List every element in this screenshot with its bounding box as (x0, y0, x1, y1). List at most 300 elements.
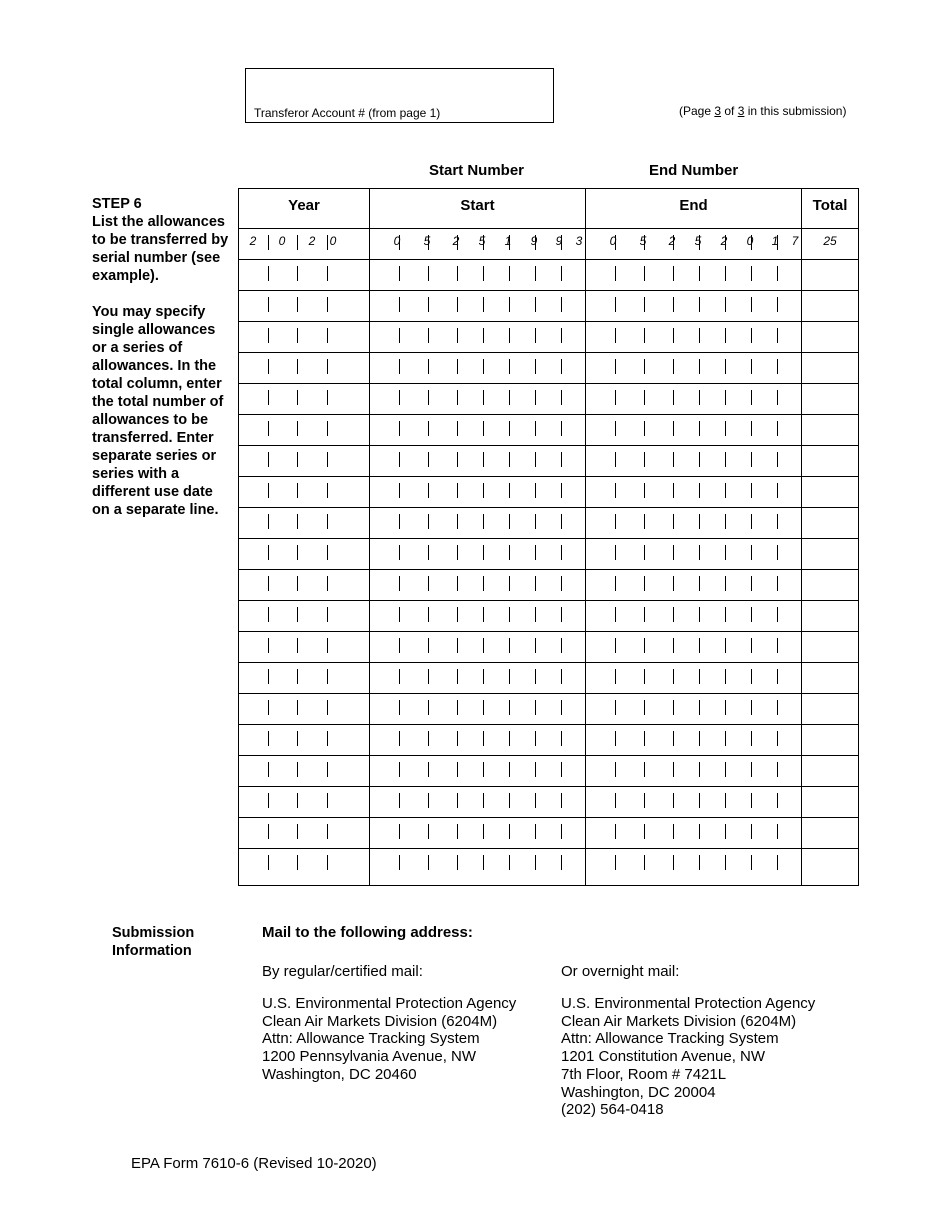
digit-separator (428, 266, 429, 281)
digit-separator (561, 576, 562, 591)
end-cell[interactable] (586, 445, 801, 476)
digit-separator (751, 390, 752, 405)
total-cell[interactable] (802, 476, 858, 507)
end-cell[interactable] (586, 569, 801, 600)
digit-separator (644, 762, 645, 777)
digit-separator (483, 700, 484, 715)
digit-separator (297, 824, 298, 839)
start-cell[interactable] (370, 321, 585, 352)
year-cell[interactable] (239, 600, 369, 631)
digit-separator (535, 421, 536, 436)
serial-entry-row (239, 321, 858, 352)
year-cell[interactable] (239, 724, 369, 755)
digit-separator (509, 762, 510, 777)
digit-separator (725, 483, 726, 498)
digit-separator (457, 731, 458, 746)
digit-separator (615, 731, 616, 746)
digit-separator (561, 390, 562, 405)
digit-separator (561, 762, 562, 777)
digit-separator (428, 731, 429, 746)
total-cell[interactable] (802, 755, 858, 786)
digit-separator (615, 266, 616, 281)
digit-separator (777, 452, 778, 467)
end-cell[interactable] (586, 321, 801, 352)
example-start-digit: 2 (452, 234, 460, 248)
digit-separator (535, 669, 536, 684)
total-cell[interactable] (802, 290, 858, 321)
end-cell[interactable] (586, 631, 801, 662)
digit-separator (327, 638, 328, 653)
digit-separator (725, 669, 726, 684)
digit-separator (751, 669, 752, 684)
end-cell[interactable] (586, 600, 801, 631)
digit-separator (483, 266, 484, 281)
digit-separator (457, 514, 458, 529)
digit-separator (615, 824, 616, 839)
digit-separator (457, 483, 458, 498)
end-cell[interactable] (586, 538, 801, 569)
year-cell[interactable] (239, 538, 369, 569)
digit-separator (751, 328, 752, 343)
example-year-digit: 0 (329, 234, 337, 248)
address-line: Washington, DC 20460 (262, 1065, 417, 1083)
digit-separator (457, 390, 458, 405)
digit-separator (268, 824, 269, 839)
digit-separator (615, 762, 616, 777)
serial-entry-row (239, 724, 858, 755)
digit-separator (509, 607, 510, 622)
digit-separator (673, 576, 674, 591)
digit-separator (644, 390, 645, 405)
digit-separator (483, 545, 484, 560)
digit-separator (399, 328, 400, 343)
digit-separator (644, 607, 645, 622)
digit-separator (777, 576, 778, 591)
start-cell[interactable] (370, 786, 585, 817)
year-cell[interactable] (239, 383, 369, 414)
digit-separator (725, 421, 726, 436)
digit-separator (399, 762, 400, 777)
year-cell[interactable] (239, 848, 369, 879)
digit-separator (777, 638, 778, 653)
digit-separator (297, 700, 298, 715)
digit-separator (327, 855, 328, 870)
digit-separator (268, 328, 269, 343)
digit-separator (509, 669, 510, 684)
address-line: U.S. Environmental Protection Agency (561, 995, 816, 1012)
digit-separator (725, 359, 726, 374)
digit-separator (725, 514, 726, 529)
start-cell[interactable] (370, 414, 585, 445)
digit-separator (644, 731, 645, 746)
digit-separator (428, 762, 429, 777)
digit-separator (777, 297, 778, 312)
digit-separator (535, 328, 536, 343)
digit-separator (268, 762, 269, 777)
serial-entry-row (239, 290, 858, 321)
digit-separator (615, 638, 616, 653)
digit-separator (535, 297, 536, 312)
total-cell[interactable] (802, 569, 858, 600)
start-cell[interactable] (370, 631, 585, 662)
year-cell[interactable] (239, 476, 369, 507)
digit-separator (644, 359, 645, 374)
start-cell[interactable] (370, 662, 585, 693)
total-cell[interactable] (802, 600, 858, 631)
digit-separator (297, 731, 298, 746)
serial-entry-row (239, 848, 858, 879)
digit-separator (615, 793, 616, 808)
step6-paragraph-1: List the allowances to be transferred by serial number (see example). (92, 214, 229, 284)
year-cell[interactable] (239, 817, 369, 848)
digit-separator (725, 638, 726, 653)
digit-separator (699, 855, 700, 870)
digit-separator (699, 731, 700, 746)
end-cell[interactable] (586, 290, 801, 321)
digit-separator (483, 576, 484, 591)
digit-separator (509, 638, 510, 653)
digit-separator (483, 390, 484, 405)
total-cell[interactable] (802, 445, 858, 476)
serial-number-table (238, 188, 859, 886)
serial-entry-row (239, 414, 858, 445)
transferor-account-field[interactable] (245, 68, 554, 123)
start-cell[interactable] (370, 290, 585, 321)
year-cell[interactable] (239, 569, 369, 600)
digit-separator (399, 824, 400, 839)
start-cell[interactable] (370, 569, 585, 600)
year-column-header: Year (288, 197, 320, 214)
end-cell[interactable] (586, 414, 801, 445)
digit-separator (483, 824, 484, 839)
digit-separator (673, 297, 674, 312)
end-cell (586, 228, 801, 259)
digit-separator (535, 638, 536, 653)
digit-separator (644, 328, 645, 343)
total-cell[interactable] (802, 383, 858, 414)
digit-separator (615, 452, 616, 467)
digit-separator (399, 700, 400, 715)
end-cell[interactable] (586, 693, 801, 724)
digit-separator (561, 266, 562, 281)
digit-separator (297, 328, 298, 343)
year-cell[interactable] (239, 352, 369, 383)
digit-separator (509, 483, 510, 498)
digit-separator (561, 514, 562, 529)
overnight-mail-address (561, 995, 815, 1119)
digit-separator (297, 762, 298, 777)
example-start-digit: 5 (478, 234, 486, 248)
year-cell[interactable] (239, 259, 369, 290)
digit-separator (699, 700, 700, 715)
digit-separator (699, 824, 700, 839)
total-cell[interactable] (802, 352, 858, 383)
digit-separator (509, 793, 510, 808)
digit-separator (725, 700, 726, 715)
digit-separator (327, 421, 328, 436)
start-cell[interactable] (370, 848, 585, 879)
example-start-digit: 3 (575, 234, 583, 248)
digit-separator (777, 793, 778, 808)
digit-separator (268, 855, 269, 870)
digit-separator (725, 390, 726, 405)
start-cell[interactable] (370, 755, 585, 786)
start-cell[interactable] (370, 445, 585, 476)
serial-entry-row (239, 476, 858, 507)
digit-separator (399, 793, 400, 808)
digit-separator (428, 514, 429, 529)
digit-separator (699, 390, 700, 405)
end-cell[interactable] (586, 817, 801, 848)
digit-separator (535, 855, 536, 870)
example-end-digit: 2 (668, 234, 676, 248)
total-cell[interactable] (802, 507, 858, 538)
step6-paragraph-2: You may specify single allowances or a series of allowances. In the total column, enter the total number of allowances to be transferred. Enter separate series or series with a different use date on a separate line. (92, 304, 224, 518)
digit-separator (561, 297, 562, 312)
digit-separator (297, 359, 298, 374)
digit-separator (268, 359, 269, 374)
digit-separator (535, 483, 536, 498)
end-cell[interactable] (586, 507, 801, 538)
start-cell[interactable] (370, 507, 585, 538)
start-cell[interactable] (370, 352, 585, 383)
digit-separator (428, 421, 429, 436)
start-cell[interactable] (370, 538, 585, 569)
digit-separator (428, 452, 429, 467)
digit-separator (535, 824, 536, 839)
digit-separator (644, 855, 645, 870)
digit-separator (699, 793, 700, 808)
start-number-heading: Start Number (429, 162, 525, 179)
end-cell[interactable] (586, 352, 801, 383)
digit-separator (673, 452, 674, 467)
digit-separator (751, 266, 752, 281)
digit-separator (327, 514, 328, 529)
year-cell[interactable] (239, 662, 369, 693)
digit-separator (509, 266, 510, 281)
digit-separator (268, 545, 269, 560)
digit-separator (699, 607, 700, 622)
digit-separator (509, 452, 510, 467)
digit-separator (428, 607, 429, 622)
year-cell[interactable] (239, 507, 369, 538)
total-cell[interactable] (802, 724, 858, 755)
digit-separator (777, 731, 778, 746)
address-line: 7th Floor, Room # 7421L (561, 1065, 727, 1083)
digit-separator (699, 266, 700, 281)
digit-separator (561, 452, 562, 467)
serial-entry-row (239, 352, 858, 383)
digit-separator (699, 669, 700, 684)
digit-separator (535, 452, 536, 467)
total-cell[interactable] (802, 662, 858, 693)
start-column-header: Start (460, 197, 495, 214)
digit-separator (297, 669, 298, 684)
digit-separator (399, 297, 400, 312)
submission-information-heading: Submission Information (112, 925, 195, 959)
start-cell[interactable] (370, 476, 585, 507)
start-cell[interactable] (370, 693, 585, 724)
example-start-digit: 0 (393, 234, 401, 248)
page-prefix: (Page (679, 104, 715, 118)
digit-separator (509, 824, 510, 839)
digit-separator (535, 576, 536, 591)
digit-separator (327, 824, 328, 839)
digit-separator (428, 824, 429, 839)
serial-entry-row (239, 817, 858, 848)
digit-separator (615, 390, 616, 405)
digit-separator (673, 762, 674, 777)
year-cell[interactable] (239, 693, 369, 724)
digit-separator (297, 452, 298, 467)
digit-separator (673, 793, 674, 808)
digit-separator (399, 669, 400, 684)
digit-separator (644, 514, 645, 529)
digit-separator (268, 731, 269, 746)
page-suffix: in this submission) (744, 104, 847, 118)
total-cell[interactable] (802, 817, 858, 848)
end-cell[interactable] (586, 848, 801, 879)
year-cell[interactable] (239, 786, 369, 817)
digit-separator (699, 576, 700, 591)
total-cell[interactable] (802, 414, 858, 445)
digit-separator (673, 545, 674, 560)
digit-separator (673, 266, 674, 281)
digit-separator (457, 700, 458, 715)
digit-separator (725, 266, 726, 281)
digit-separator (673, 328, 674, 343)
digit-separator (327, 483, 328, 498)
digit-separator (399, 390, 400, 405)
address-line: Clean Air Markets Division (6204M) (262, 1012, 498, 1030)
digit-separator (777, 421, 778, 436)
digit-separator (483, 328, 484, 343)
digit-separator (561, 700, 562, 715)
digit-separator (457, 638, 458, 653)
address-line: 1201 Constitution Avenue, NW (561, 1048, 766, 1066)
year-cell[interactable] (239, 631, 369, 662)
example-end-digit: 7 (791, 234, 799, 248)
start-cell[interactable] (370, 383, 585, 414)
example-start-digit: 9 (555, 234, 563, 248)
start-cell[interactable] (370, 259, 585, 290)
digit-separator (327, 793, 328, 808)
digit-separator (268, 607, 269, 622)
digit-separator (751, 452, 752, 467)
digit-separator (751, 514, 752, 529)
digit-separator (561, 545, 562, 560)
digit-separator (751, 483, 752, 498)
total-cell[interactable] (802, 538, 858, 569)
digit-separator (673, 638, 674, 653)
digit-separator (777, 390, 778, 405)
step6-title: STEP 6 (92, 196, 142, 212)
digit-separator (725, 452, 726, 467)
serial-entry-row (239, 631, 858, 662)
year-cell[interactable] (239, 321, 369, 352)
digit-separator (561, 421, 562, 436)
example-end-digit: 2 (720, 234, 728, 248)
digit-separator (615, 359, 616, 374)
year-cell[interactable] (239, 445, 369, 476)
digit-separator (428, 297, 429, 312)
digit-separator (673, 700, 674, 715)
digit-separator (777, 514, 778, 529)
digit-separator (428, 855, 429, 870)
digit-separator (428, 359, 429, 374)
total-cell[interactable] (802, 259, 858, 290)
address-line: (202) 564-0418 (561, 1101, 664, 1119)
digit-separator (483, 762, 484, 777)
digit-separator (268, 514, 269, 529)
digit-separator (268, 421, 269, 436)
end-cell[interactable] (586, 259, 801, 290)
digit-separator (725, 545, 726, 560)
end-cell[interactable] (586, 724, 801, 755)
digit-separator (509, 390, 510, 405)
digit-separator (509, 421, 510, 436)
serial-entry-row (239, 786, 858, 817)
end-cell[interactable] (586, 383, 801, 414)
end-cell[interactable] (586, 755, 801, 786)
digit-separator (644, 297, 645, 312)
year-cell[interactable] (239, 290, 369, 321)
year-cell[interactable] (239, 755, 369, 786)
digit-separator (483, 421, 484, 436)
serial-entry-row (239, 693, 858, 724)
total-cell[interactable] (802, 631, 858, 662)
digit-separator (751, 855, 752, 870)
digit-separator (399, 638, 400, 653)
digit-separator (399, 514, 400, 529)
digit-separator (483, 483, 484, 498)
digit-separator (509, 514, 510, 529)
total-cell[interactable] (802, 786, 858, 817)
end-cell[interactable] (586, 662, 801, 693)
digit-separator (268, 452, 269, 467)
digit-separator (644, 576, 645, 591)
year-cell[interactable] (239, 414, 369, 445)
address-line: Clean Air Markets Division (6204M) (561, 1012, 797, 1030)
digit-separator (483, 855, 484, 870)
digit-separator (561, 731, 562, 746)
total-cell[interactable] (802, 321, 858, 352)
end-cell[interactable] (586, 786, 801, 817)
end-cell[interactable] (586, 476, 801, 507)
digit-separator (777, 855, 778, 870)
example-end-digit: 5 (639, 234, 647, 248)
page-total: 3 (737, 104, 745, 118)
digit-separator (699, 545, 700, 560)
start-cell[interactable] (370, 724, 585, 755)
digit-separator (615, 514, 616, 529)
digit-separator (428, 700, 429, 715)
digit-separator (673, 390, 674, 405)
page-current: 3 (714, 104, 722, 118)
digit-separator (615, 700, 616, 715)
serial-entry-row (239, 662, 858, 693)
start-cell[interactable] (370, 600, 585, 631)
digit-separator (399, 483, 400, 498)
digit-separator (399, 266, 400, 281)
serial-entry-row (239, 259, 858, 290)
total-cell[interactable] (802, 848, 858, 879)
total-cell[interactable] (802, 693, 858, 724)
digit-separator (777, 483, 778, 498)
start-cell[interactable] (370, 817, 585, 848)
digit-separator (268, 235, 269, 250)
serial-entry-row (239, 600, 858, 631)
